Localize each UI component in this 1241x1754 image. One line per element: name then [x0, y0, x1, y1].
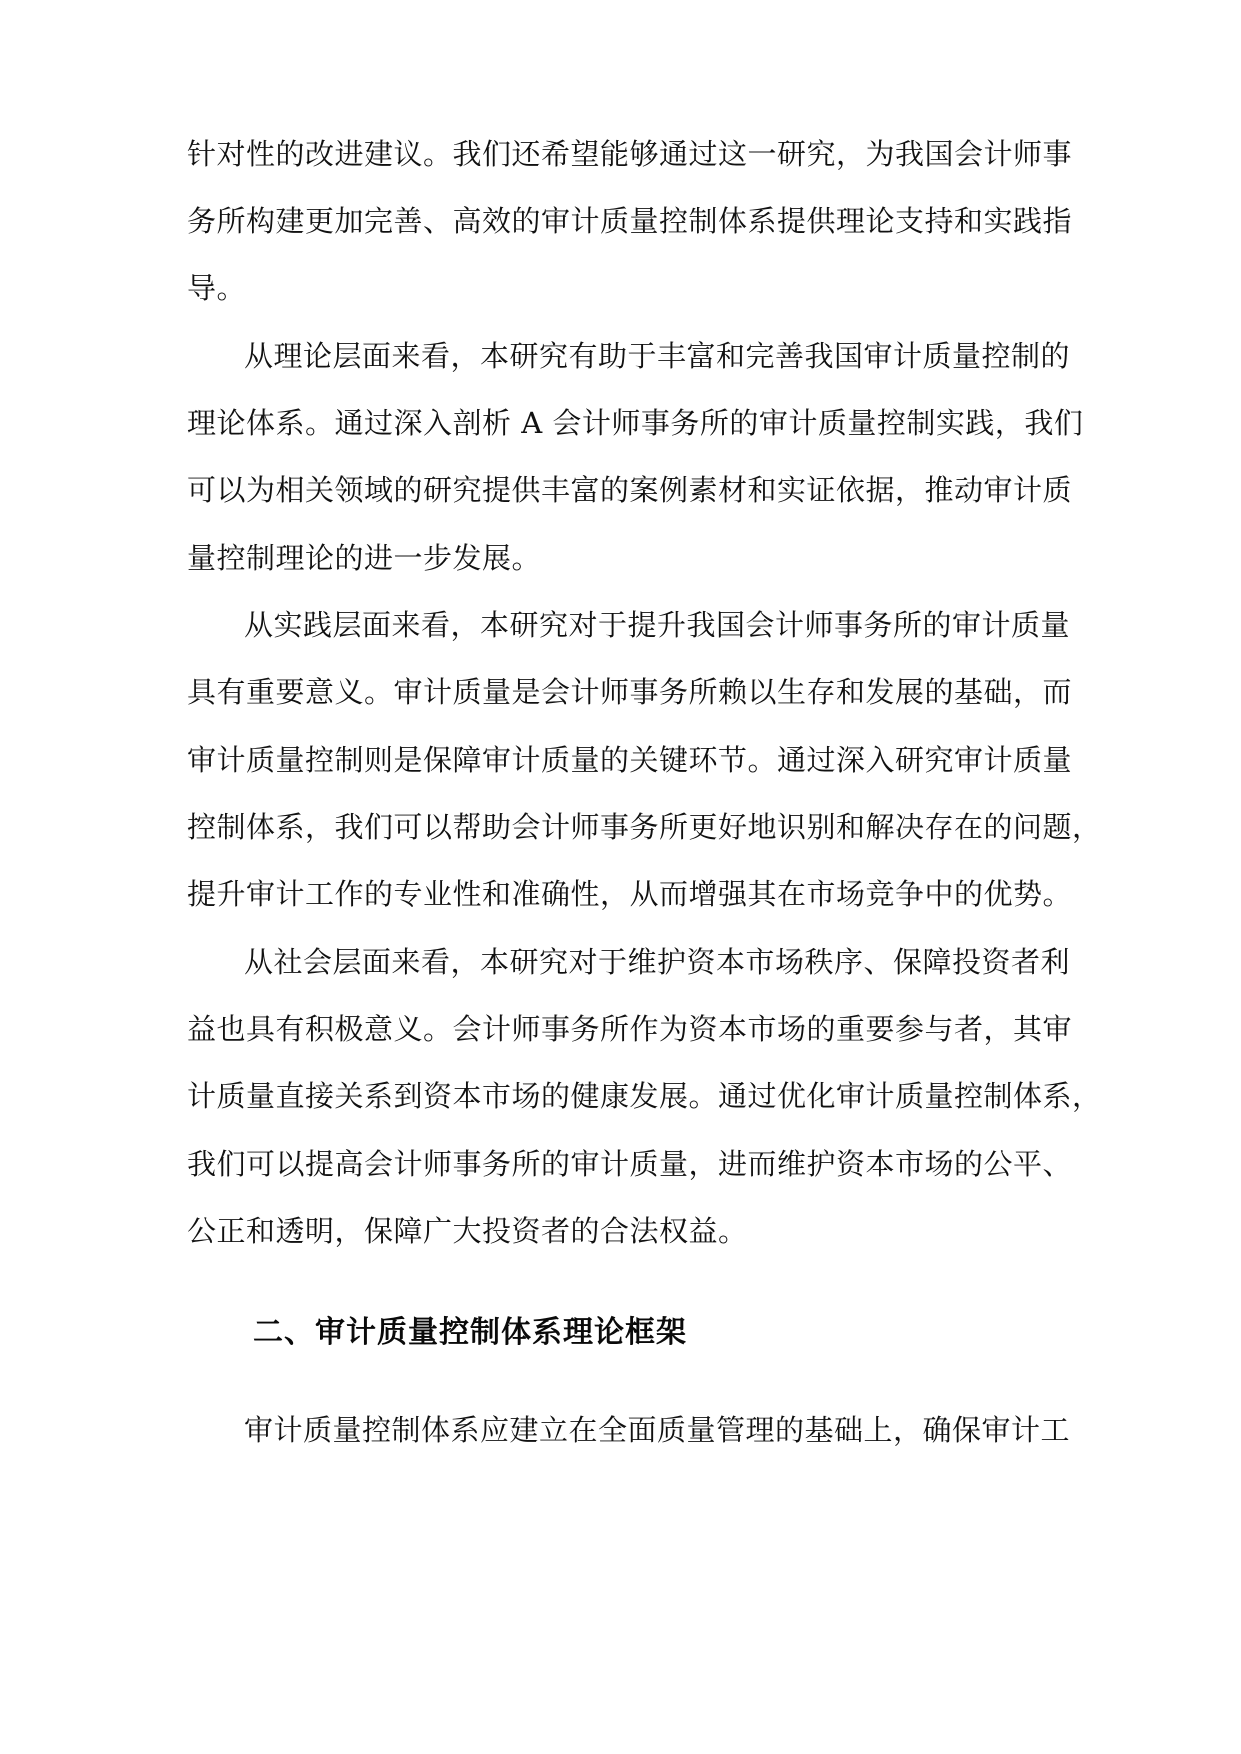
paragraph-first-line: 审计质量控制体系应建立在全面质量管理的基础上，确保审计工 — [244, 1413, 1071, 1447]
body-text-line: 理论体系。通过深入剖析 A 会计师事务所的审计质量控制实践，我们 — [187, 406, 1084, 440]
body-text-line: 我们可以提高会计师事务所的审计质量，进而维护资本市场的公平、 — [187, 1147, 1073, 1181]
body-text-line: 导。 — [187, 271, 247, 305]
body-text-line: 益也具有积极意义。会计师事务所作为资本市场的重要参与者，其审 — [187, 1012, 1073, 1046]
paragraph-first-line: 从社会层面来看，本研究对于维护资本市场秩序、保障投资者利 — [244, 945, 1071, 979]
body-text-line: 控制体系，我们可以帮助会计师事务所更好地识别和解决存在的问题， — [187, 810, 1102, 844]
body-text-line: 量控制理论的进一步发展。 — [187, 541, 542, 575]
body-text-line: 具有重要意义。审计质量是会计师事务所赖以生存和发展的基础，而 — [187, 675, 1073, 709]
body-text-line: 可以为相关领域的研究提供丰富的案例素材和实证依据，推动审计质 — [187, 473, 1073, 507]
paragraph-first-line: 从实践层面来看，本研究对于提升我国会计师事务所的审计质量 — [244, 608, 1071, 642]
paragraph-first-line: 从理论层面来看，本研究有助于丰富和完善我国审计质量控制的 — [244, 339, 1071, 373]
section-heading: 二、审计质量控制体系理论框架 — [253, 1315, 687, 1350]
body-text-line: 公正和透明，保障广大投资者的合法权益。 — [187, 1214, 748, 1248]
body-text-line: 提升审计工作的专业性和准确性，从而增强其在市场竞争中的优势。 — [187, 877, 1073, 911]
body-text-line: 计质量直接关系到资本市场的健康发展。通过优化审计质量控制体系， — [187, 1079, 1102, 1113]
body-text-line: 审计质量控制则是保障审计质量的关键环节。通过深入研究审计质量 — [187, 743, 1073, 777]
body-text-line: 务所构建更加完善、高效的审计质量控制体系提供理论支持和实践指 — [187, 204, 1073, 238]
body-text-line: 针对性的改进建议。我们还希望能够通过这一研究，为我国会计师事 — [187, 137, 1073, 171]
